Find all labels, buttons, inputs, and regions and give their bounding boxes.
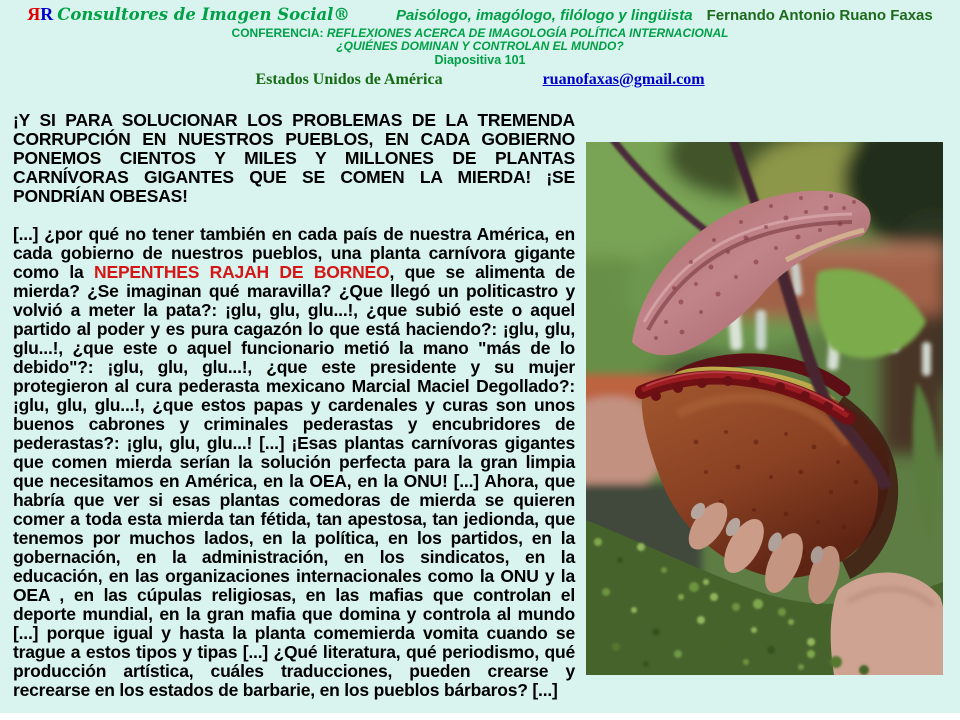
brand-logo [27, 4, 53, 24]
header-brand-line [0, 4, 960, 26]
conference-label: CONFERENCIA: [231, 26, 324, 40]
bottom-margin-strip [0, 713, 960, 720]
author-professions: Paisólogo, imagólogo, filólogo y lingüista [395, 7, 693, 24]
species-name-highlight: NEPENTHES RAJAH DE BORNEO [94, 262, 390, 282]
logo-r-letter: R [40, 4, 54, 24]
email-link[interactable]: ruanofaxas@gmail.com [542, 71, 705, 88]
paragraph-2-pre: [...] ¿por qué no tener también en cada país de nuestra América, en cada gobierno de nuestros pueblos, una planta carnívora gigante como la [13, 224, 575, 282]
conference-question: ¿QUIÉNES DOMINAN Y CONTROLAN EL MUNDO? [336, 39, 624, 53]
brand-name: Consultores de Imagen Social® [57, 5, 350, 24]
slide-header [0, 4, 960, 90]
pitcher-plant-illustration [586, 142, 943, 675]
paragraph-2 [13, 225, 575, 700]
country-label: Estados Unidos de América [255, 71, 443, 88]
paragraph-2-post: , que se alimenta de mierda? ¿Se imaginan qué maravilla? ¿Que llegó un politicastro y volvió a meter la pata?: ¡glu, glu, glu...!, ¿que subió este o aquel partido al poder y es pura cagazón lo que está haciendo?: ¡glu, glu, glu...!, ¿que este o aquel funcionario metió la mano "más de lo debido"?: ¡glu, glu, glu...!, ¿que este presidente y su mujer protegieron al cura pederasta mexicano Marcial Maciel Degollado?: ¡glu, glu, glu...!, ¿que estos papas y cardenales y curas son unos buenos cabrones y criminales pederastas y encubridores de pederastas?: ¡glu, glu, glu...! [...] ¡Esas plantas carnívoras gigantes que comen mierda serían la solución perfecta para la gran limpia que necesitamos en América, en la OEA, en la ONU! [...] Ahora, que habría que ver si esas plantas comedoras de mierda se quieren comer a toda esta mierda tan fétida, tan apestosa, tan jedionda, que tenemos por muchos lados, en la política, en los partidos, en la gobernación, en la administración, en los sindicatos, en la educación, en las organizaciones internacionales como la ONU y la OEA , en las cúpulas religiosas, en las mafias que controlan el deporte mundial, en la gran mafia que domina y controla al mundo [...] porque igual y hasta la planta comemierda vomita cuando se trague a estos tipos y tipas [...] ¿Qué literatura, qué periodismo, qué producción artística, cuáles traducciones, pueden crearse y recrearse en los estados de barbarie, en los pueblos bárbaros? [...] [13, 262, 575, 700]
slide-body-text [13, 111, 575, 700]
logo-ya-letter: Я [27, 4, 41, 24]
contact-line [0, 70, 960, 90]
conference-line [0, 26, 960, 40]
conference-title: REFLEXIONES ACERCA DE IMAGOLOGÍA POLÍTICA INTERNACIONAL [323, 26, 729, 40]
paragraph-1: ¡Y SI PARA SOLUCIONAR LOS PROBLEMAS DE LA TREMENDA CORRUPCIÓN EN NUESTROS PUEBLOS, EN CADA GOBIERNO PONEMOS CIENTOS Y MILES Y MILLONES DE PLANTAS CARNÍVORAS GIGANTES QUE SE COMEN LA MIERDA! ¡SE PONDRÍAN OBESAS! [13, 110, 575, 206]
author-name: Fernando Antonio Ruano Faxas [706, 7, 933, 24]
slide-number: Diapositiva 101 [434, 53, 526, 67]
pitcher-plant-photo [586, 142, 943, 675]
